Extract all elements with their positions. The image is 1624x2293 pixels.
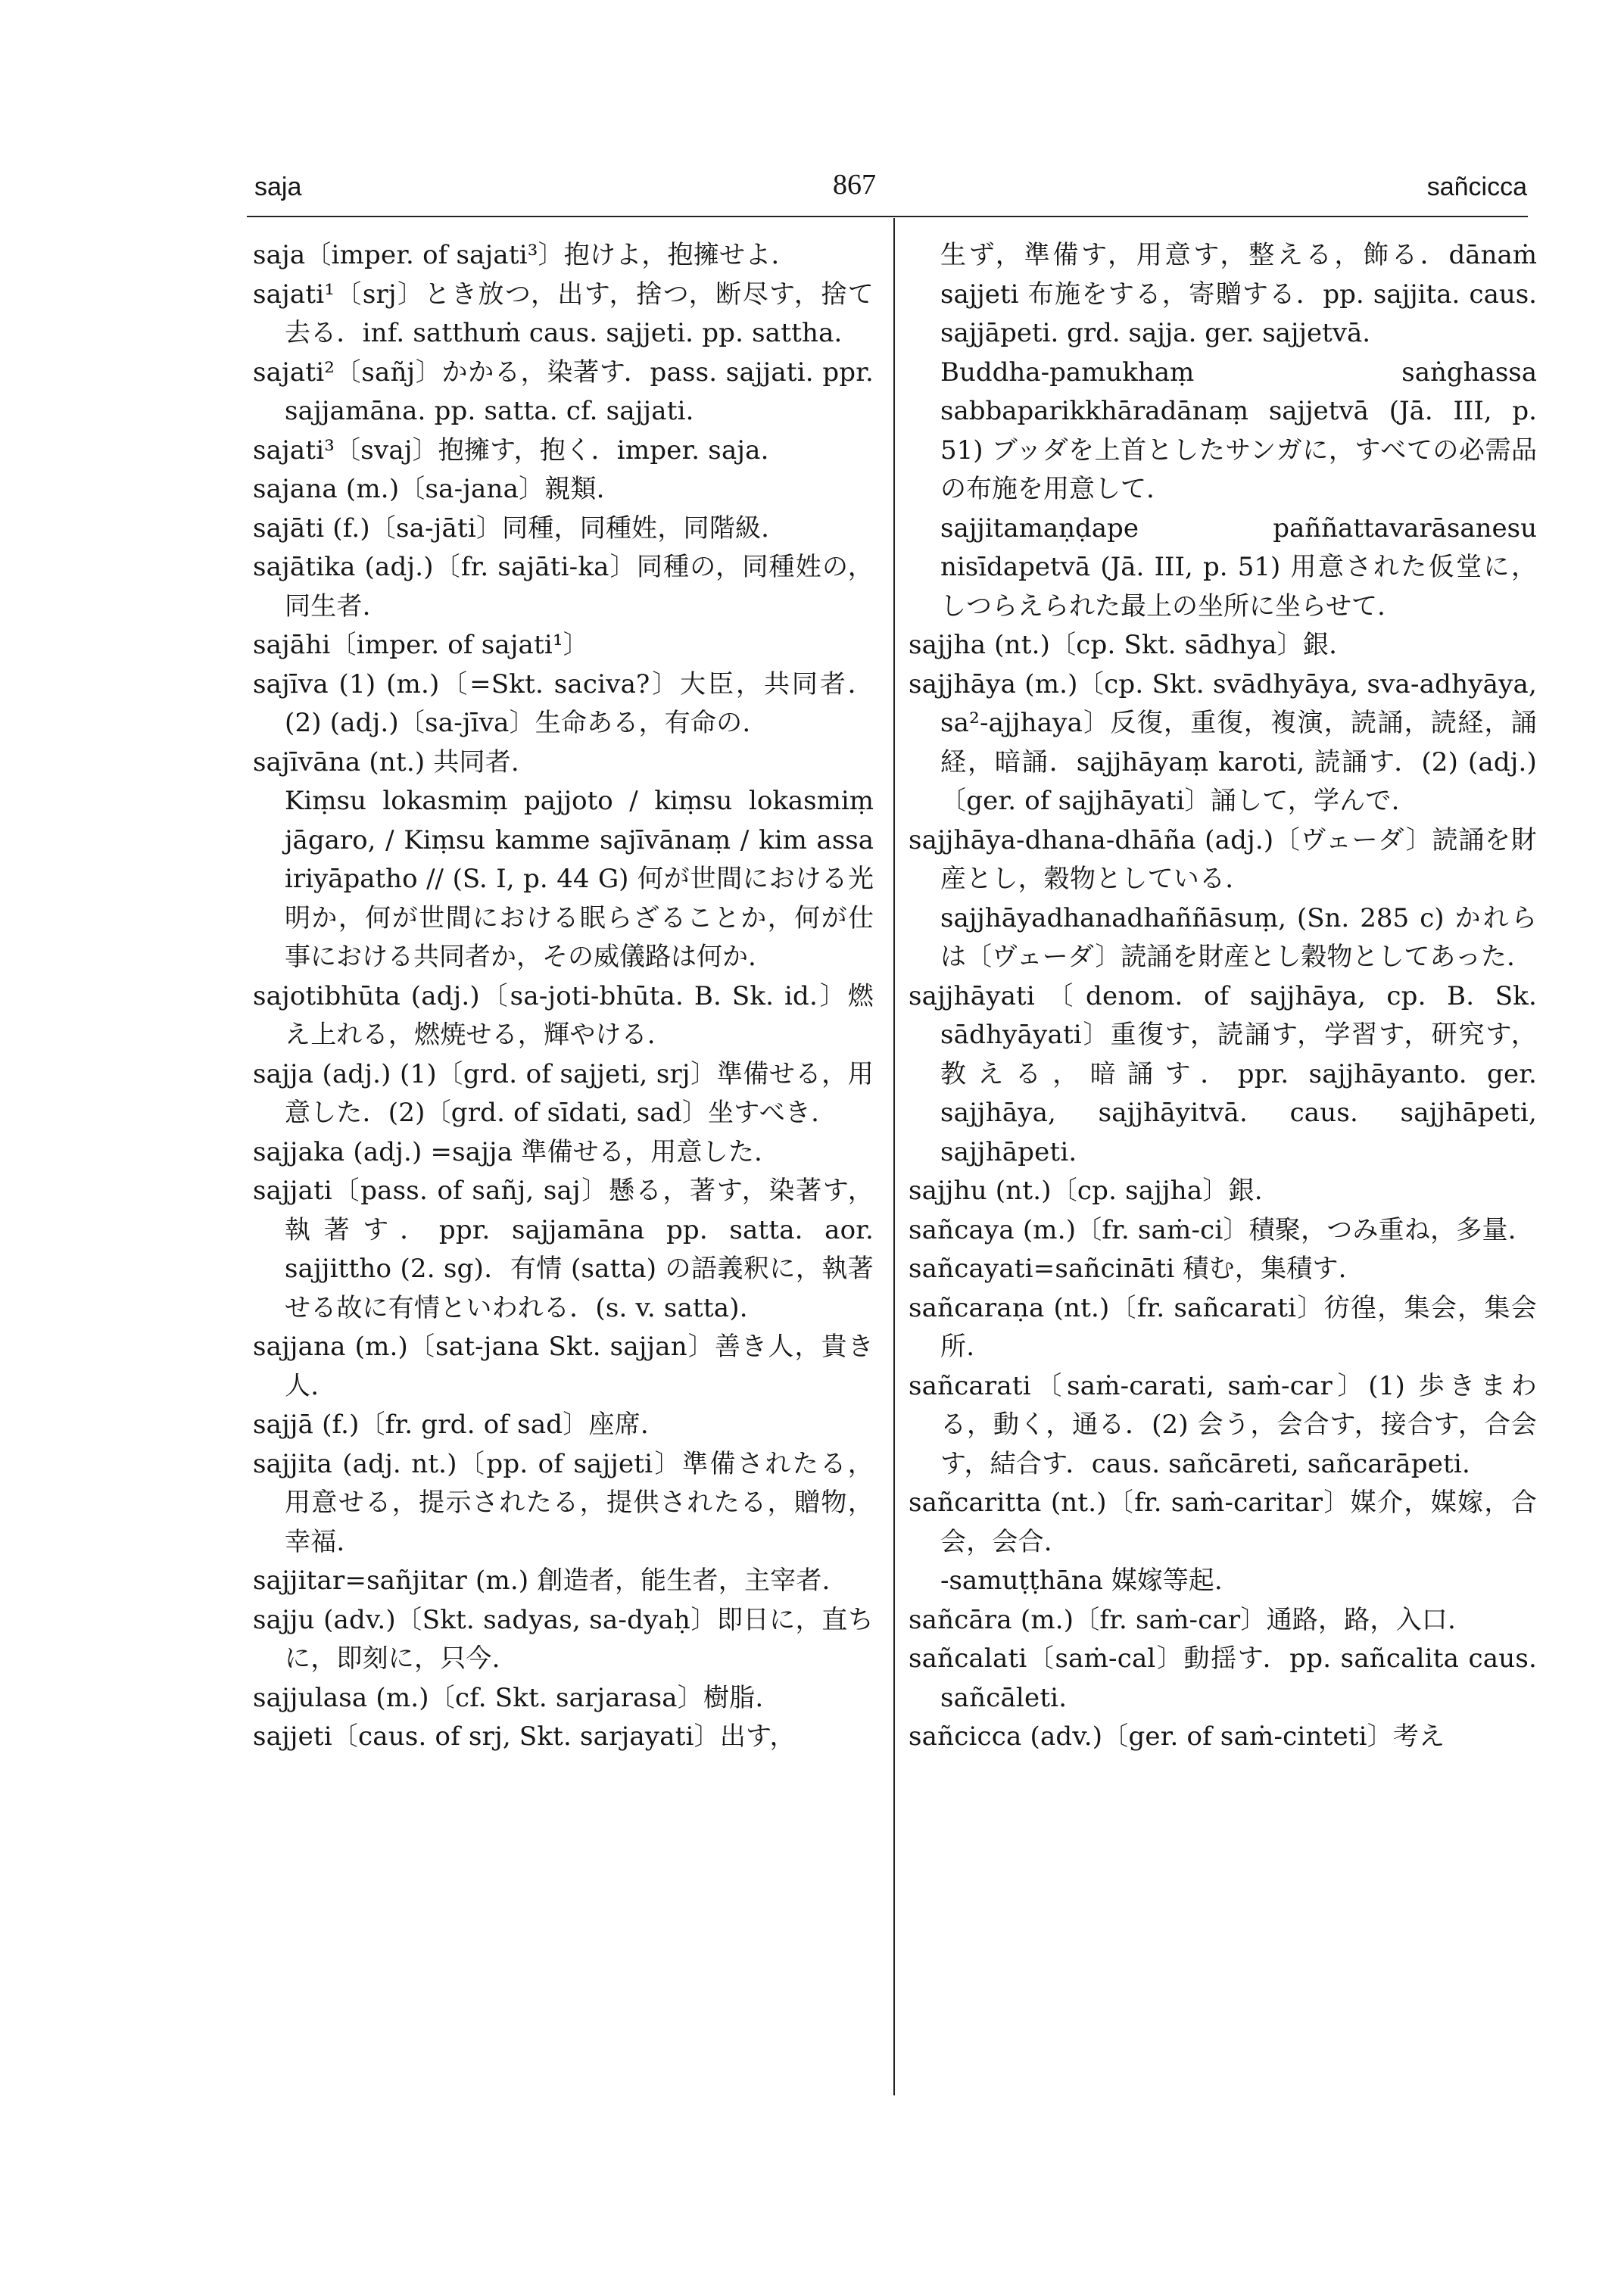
dictionary-entry: sañcaraṇa (nt.)〔fr. sañcarati〕彷徨，集会，集会所. [909, 1292, 1537, 1362]
page-number: 867 [833, 169, 876, 201]
dictionary-entry: sañcaritta (nt.)〔fr. saṁ-caritar〕媒介，媒嫁，合会，会合. [909, 1488, 1537, 1557]
entry-example: -samuṭṭhāna 媒嫁等起. [940, 1566, 1223, 1596]
header-rule [247, 216, 1528, 217]
dictionary-entry: sajjhāya (m.)〔cp. Skt. svādhyāya, sva-adhyāya, sa²-ajjhaya〕反復，重復，複演，読誦，読経，誦経，暗誦．sajjhāyaṃ karoti, 読誦す．(2) (adj.)〔ger. of sajjhāyati〕誦して，学んで. [909, 668, 1537, 816]
entry-example: sajjhāyadhanadhaññāsuṃ, (Sn. 285 c) かれらは〔ヴェーダ〕読誦を財産とし穀物としてあった. [940, 902, 1537, 972]
left-column [253, 236, 874, 1757]
dictionary-entry: sajāhi〔imper. of sajati¹〕 [253, 630, 589, 660]
dictionary-entry: sañcaya (m.)〔fr. saṁ-ci〕積聚，つみ重ね，多量. [909, 1214, 1516, 1245]
entry-example: sajjitamaṇḍape paññattavarāsanesu nisīdapetvā (Jā. III, p. 51) 用意された仮堂に，しつらえられた最上の坐所に坐らせて. [940, 512, 1537, 622]
dictionary-entry: sajjitar=sañjitar (m.) 創造者，能生者，主宰者. [253, 1566, 831, 1596]
dictionary-entry: sañcalati〔saṁ-cal〕動揺す．pp. sañcalita caus. sañcāleti. [909, 1643, 1537, 1713]
dictionary-entry: sajati¹〔srj〕とき放つ，出す，捨つ，断尽す，捨て去る．inf. satthuṁ caus. sajjeti. pp. sattha. [253, 279, 874, 348]
dictionary-entry: sajana (m.)〔sa-jana〕親類. [253, 474, 605, 504]
dictionary-entry: sajjulasa (m.)〔cf. Skt. sarjarasa〕樹脂. [253, 1682, 764, 1713]
dictionary-entry: sajjeti〔caus. of srj, Skt. sarjayati〕出す， [253, 1721, 796, 1752]
dictionary-entry: sajjhāyati〔denom. of sajjhāya, cp. B. Sk. sādhyāyati〕重復す，読誦す，学習す，研究す，教える，暗誦す．ppr. sajjhāyanto. ger. sajjhāya, sajjhāyitvā. caus. sajjhāpeti, sajjhāpeti. [909, 980, 1537, 1167]
dictionary-entry: sajātika (adj.)〔fr. sajāti-ka〕同種の，同種姓の，同生者. [253, 552, 874, 622]
dictionary-entry: sajjā (f.)〔fr. grd. of sad〕座席. [253, 1410, 649, 1440]
dictionary-entry: sajjhāya-dhana-dhāña (adj.)〔ヴェーダ〕読誦を財産とし，穀物としている. [909, 824, 1537, 894]
entry-example: Kiṃsu lokasmiṃ pajjoto / kiṃsu lokasmiṃ jāgaro, / Kiṃsu kamme sajīvānaṃ / kim assa iriyāpatho // (S. I, p. 44 G) 何が世間における光明か，何が世間における眠らざることか，何が仕事における共同者か，その威儀路は何か. [285, 786, 874, 972]
dictionary-entry: sañcicca (adv.)〔ger. of saṁ-cinteti〕考え [909, 1721, 1445, 1752]
header-left-guide-word: saja [254, 173, 302, 201]
dictionary-entry: sajīvāna (nt.) 共同者. [253, 746, 519, 777]
dictionary-entry: sajjhu (nt.)〔cp. sajjha〕銀. [909, 1176, 1263, 1206]
dictionary-entry: sajotibhūta (adj.)〔sa-joti-bhūta. B. Sk. id.〕燃え上れる，燃焼せる，輝やける. [253, 980, 874, 1050]
dictionary-entry: sajjana (m.)〔sat-jana Skt. sajjan〕善き人，貴き人. [253, 1332, 874, 1401]
right-column [909, 236, 1537, 1757]
dictionary-entry: sajāti (f.)〔sa-jāti〕同種，同種姓，同階級. [253, 512, 770, 544]
dictionary-entry: sajati²〔sañj〕かかる，染著す．pass. sajjati. ppr. sajjamāna. pp. satta. cf. sajjati. [253, 357, 874, 426]
dictionary-entry: sajjha (nt.)〔cp. Skt. sādhya〕銀. [909, 630, 1338, 660]
dictionary-entry: sañcāra (m.)〔fr. saṁ-car〕通路，路，入口. [909, 1604, 1456, 1635]
dictionary-entry: sañcarati〔saṁ-carati, saṁ-car〕(1) 歩きまわる，動く，通る．(2) 会う，会合す，接合す，合会す，結合す．caus. sañcāreti, sañcarāpeti. [909, 1370, 1537, 1479]
dictionary-entry: sañcayati=sañcināti 積む，集積す. [909, 1254, 1347, 1284]
entry-example: 生ず，準備す，用意す，整える，飾る．dānaṁ sajjeti 布施をする，寄贈する．pp. sajjita. caus. sajjāpeti. grd. sajja. ger. sajjetvā. [940, 240, 1537, 348]
dictionary-entry: sajati³〔svaj〕抱擁す，抱く．imper. saja. [253, 435, 769, 466]
entry-example: Buddha-pamukhaṃ saṅghassa sabbaparikkhāradānaṃ sajjetvā (Jā. III, p. 51) ブッダを上首としたサンガに，すべての必需品の布施を用意して. [940, 357, 1537, 504]
dictionary-entry: sajju (adv.)〔Skt. sadyas, sa-dyaḥ〕即日に，直ちに，即刻に，只今. [253, 1604, 874, 1674]
header-right-guide-word: sañcicca [1426, 173, 1527, 201]
dictionary-entry: sajjita (adj. nt.)〔pp. of sajjeti〕準備されたる，用意せる，提示されたる，提供されたる，贈物，幸福. [253, 1448, 874, 1557]
dictionary-entry: sajjati〔pass. of sañj, saj〕懸る，著す，染著す，執著す．ppr. sajjamāna pp. satta. aor. sajjittho (2. sg)．有情 (satta) の語義釈に，執著せる故に有情といわれる．(s. v. satta). [253, 1176, 874, 1323]
dictionary-entry: sajīva (1) (m.)〔=Skt. saciva?〕大臣，共同者．(2) (adj.)〔sa-jīva〕生命ある，有命の. [253, 668, 874, 738]
page-header [0, 169, 1624, 218]
dictionary-entry: saja〔imper. of sajati³〕抱けよ，抱擁せよ. [253, 240, 780, 270]
dictionary-entry: sajjaka (adj.) =sajja 準備せる，用意した. [253, 1136, 763, 1167]
dictionary-entry: sajja (adj.) (1)〔grd. of sajjeti, srj〕準備せる，用意した．(2)〔grd. of sīdati, sad〕坐すべき. [253, 1058, 874, 1128]
column-divider [893, 218, 895, 2095]
